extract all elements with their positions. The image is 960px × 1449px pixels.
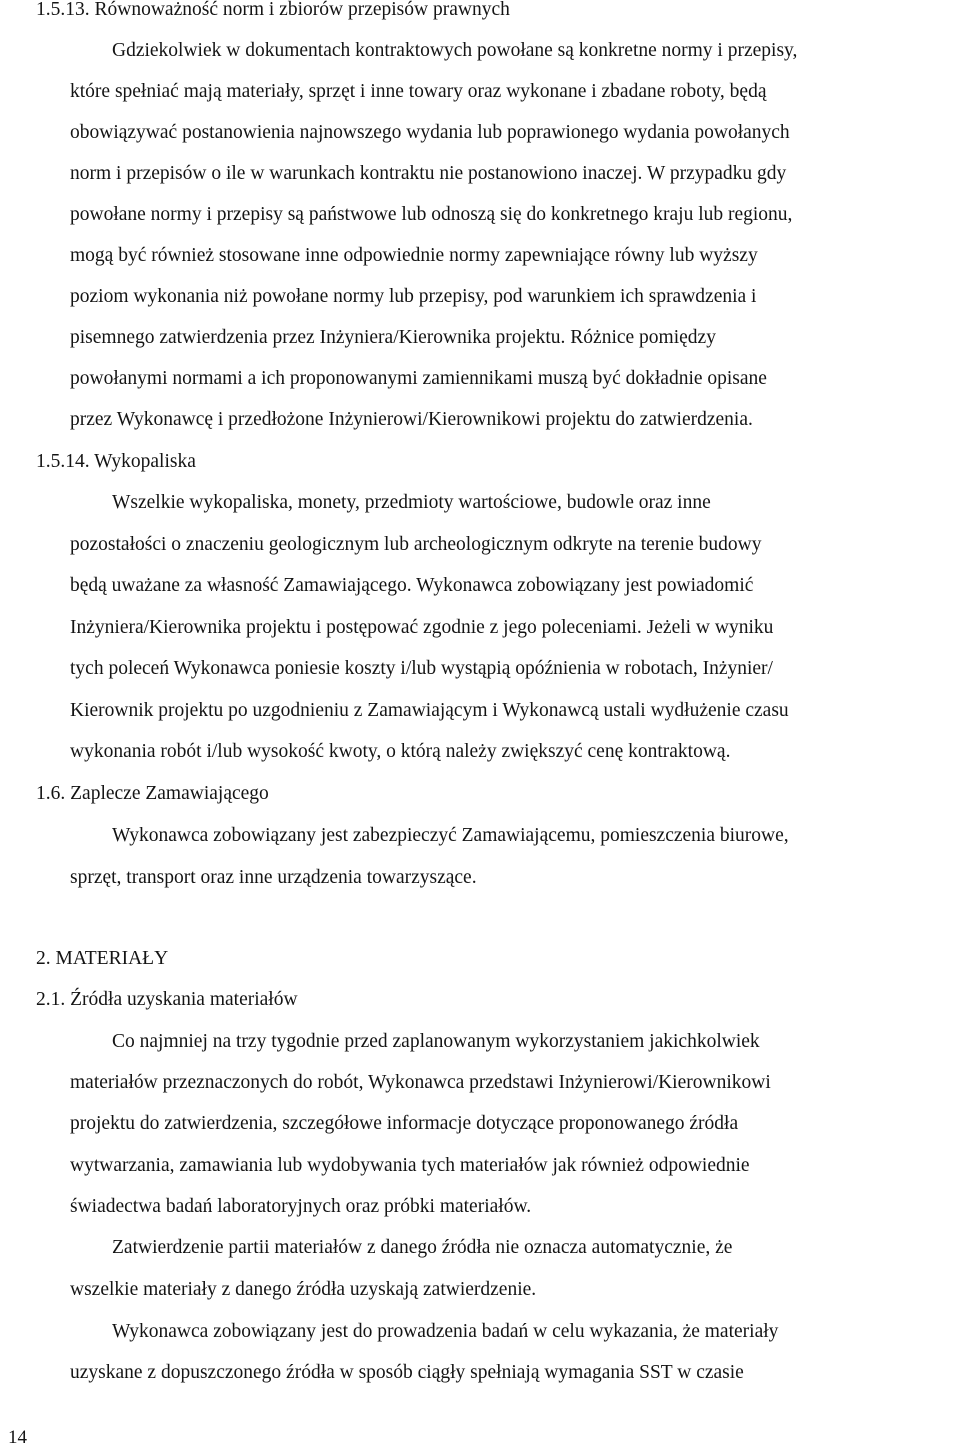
paragraph-line: wykonania robót i/lub wysokość kwoty, o którą należy zwiększyć cenę kontraktową. bbox=[70, 741, 731, 762]
paragraph-line: materiałów przeznaczonych do robót, Wykonawca przedstawi Inżynierowi/Kierownikowi bbox=[70, 1072, 771, 1093]
paragraph-line: Wszelkie wykopaliska, monety, przedmioty wartościowe, budowle oraz inne bbox=[112, 492, 711, 513]
paragraph-line: Zatwierdzenie partii materiałów z danego źródła nie oznacza automatycznie, że bbox=[112, 1237, 733, 1258]
paragraph-line: pisemnego zatwierdzenia przez Inżyniera/Kierownika projektu. Różnice pomiędzy bbox=[70, 327, 716, 348]
paragraph-line: norm i przepisów o ile w warunkach kontraktu nie postanowiono inaczej. W przypadku gdy bbox=[70, 163, 787, 184]
section-heading: 1.5.14. Wykopaliska bbox=[36, 451, 196, 472]
paragraph-line: projektu do zatwierdzenia, szczegółowe informacje dotyczące proponowanego źródła bbox=[70, 1113, 739, 1134]
paragraph-line: powołane normy i przepisy są państwowe lub odnoszą się do konkretnego kraju lub regionu, bbox=[70, 204, 793, 225]
paragraph-line: Gdziekolwiek w dokumentach kontraktowych powołane są konkretne normy i przepisy, bbox=[112, 40, 798, 61]
paragraph-line: mogą być również stosowane inne odpowiednie normy zapewniające równy lub wyższy bbox=[70, 245, 758, 266]
paragraph-line: Co najmniej na trzy tygodnie przed zaplanowanym wykorzystaniem jakichkolwiek bbox=[112, 1031, 760, 1052]
section-heading: 1.5.13. Równoważność norm i zbiorów przepisów prawnych bbox=[36, 0, 510, 20]
section-heading: 1.6. Zaplecze Zamawiającego bbox=[36, 783, 269, 804]
paragraph-line: świadectwa badań laboratoryjnych oraz próbki materiałów. bbox=[70, 1196, 532, 1217]
paragraph-line: powołanymi normami a ich proponowanymi zamiennikami muszą być dokładnie opisane bbox=[70, 368, 767, 389]
paragraph-line: przez Wykonawcę i przedłożone Inżynierowi/Kierownikowi projektu do zatwierdzenia. bbox=[70, 409, 753, 430]
paragraph-line: które spełniać mają materiały, sprzęt i inne towary oraz wykonane i zbadane roboty, będą bbox=[70, 81, 767, 102]
paragraph-line: Kierownik projektu po uzgodnieniu z Zamawiającym i Wykonawcą ustali wydłużenie czasu bbox=[70, 700, 789, 721]
section-heading: 2.1. Źródła uzyskania materiałów bbox=[36, 989, 298, 1010]
page-number: 14 bbox=[8, 1427, 27, 1448]
paragraph-line: wszelkie materiały z danego źródła uzyskają zatwierdzenie. bbox=[70, 1279, 537, 1300]
paragraph-line: poziom wykonania niż powołane normy lub przepisy, pod warunkiem ich sprawdzenia i bbox=[70, 286, 757, 307]
chapter-heading: 2. MATERIAŁY bbox=[36, 948, 169, 969]
paragraph-line: pozostałości o znaczeniu geologicznym lub archeologicznym odkryte na terenie budowy bbox=[70, 534, 762, 555]
paragraph-line: będą uważane za własność Zamawiającego. Wykonawca zobowiązany jest powiadomić bbox=[70, 575, 754, 596]
paragraph-line: obowiązywać postanowienia najnowszego wydania lub poprawionego wydania powołanych bbox=[70, 122, 790, 143]
paragraph-line: wytwarzania, zamawiania lub wydobywania tych materiałów jak również odpowiednie bbox=[70, 1155, 750, 1176]
paragraph-line: uzyskane z dopuszczonego źródła w sposób ciągły spełniają wymagania SST w czasie bbox=[70, 1362, 744, 1383]
paragraph-line: sprzęt, transport oraz inne urządzenia towarzyszące. bbox=[70, 867, 477, 888]
paragraph-line: Inżyniera/Kierownika projektu i postępować zgodnie z jego poleceniami. Jeżeli w wyniku bbox=[70, 617, 774, 638]
paragraph-line: tych poleceń Wykonawca poniesie koszty i/lub wystąpią opóźnienia w robotach, Inżynier/ bbox=[70, 658, 773, 679]
paragraph-line: Wykonawca zobowiązany jest do prowadzenia badań w celu wykazania, że materiały bbox=[112, 1321, 779, 1342]
paragraph-line: Wykonawca zobowiązany jest zabezpieczyć Zamawiającemu, pomieszczenia biurowe, bbox=[112, 825, 789, 846]
